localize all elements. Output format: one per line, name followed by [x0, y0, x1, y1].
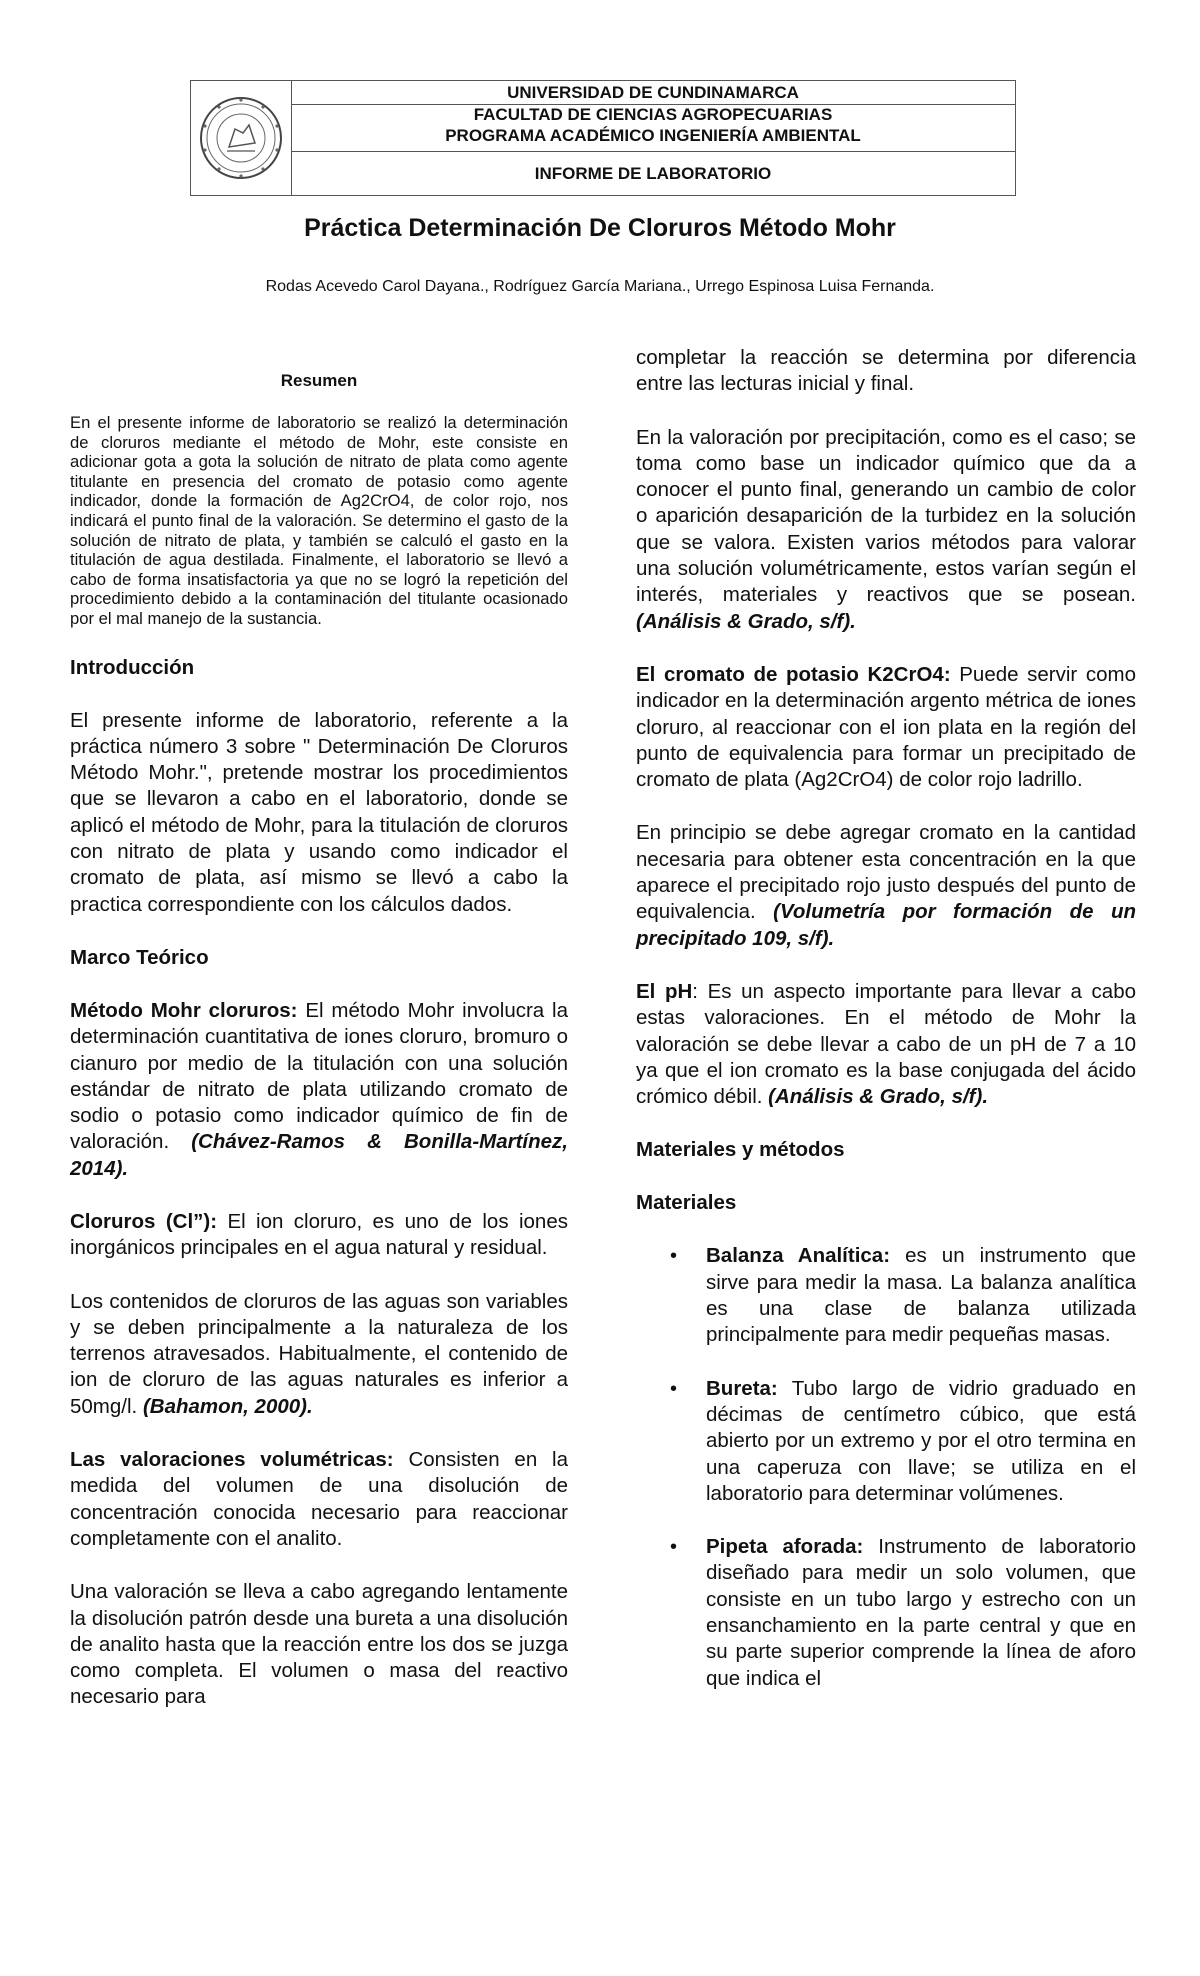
seal-icon: [191, 81, 291, 195]
una-valoracion-paragraph: Una valoración se lleva a cabo agregando lentamente la disolución patrón desde una bureta a una disolución de analito hasta que la reacción entre los dos se juzga como completa. El volumen o masa del reactivo necesario para: [70, 1580, 568, 1709]
faculty-name: FACULTAD DE CIENCIAS AGROPECUARIAS: [291, 104, 1015, 125]
cloruros-text: El ion cloruro, es uno de los iones inorgánicos principales en el agua natural y residual.: [70, 1209, 568, 1260]
cromato-term: El cromato de potasio K2CrO4:: [636, 662, 951, 686]
precipitacion-text: En la valoración por precipitación, como es el caso; se toma como base un indicador químico que da a conocer el punto final, generando un cambio de color o aparición desaparición de la turbidez en la solución que se valora. Existen varios métodos para valorar una solución volumétricamente, estos varían según el interés, materiales y reactivos que se posean.: [636, 425, 1136, 607]
ph-text: : Es un aspecto importante para llevar a cabo estas valoraciones. En el método de Mohr la valoración se debe llevar a cabo de un pH de 7 a 10 ya que el ion cromato es la base conjugada del ácido crómico débil.: [636, 979, 1136, 1109]
program-name: PROGRAMA ACADÉMICO INGENIERÍA AMBIENTAL: [445, 126, 861, 145]
valoraciones-text: Consisten en la medida del volumen de una disolución de concentración conocida necesario para reaccionar completamente con el analito.: [70, 1448, 568, 1550]
cromato-paragraph: [636, 662, 1136, 793]
material-term: Balanza Analítica:: [706, 1244, 891, 1268]
contenidos-citation: (Bahamon, 2000).: [142, 1394, 313, 1418]
bullet-icon: •: [670, 1536, 678, 1559]
contenidos-paragraph: [70, 1289, 568, 1420]
bullet-icon: •: [670, 1377, 678, 1400]
authors: Rodas Acevedo Carol Dayana., Rodríguez García Mariana., Urrego Espinosa Luisa Fernanda.: [265, 278, 935, 295]
bullet-icon: •: [670, 1245, 678, 1268]
report-type: INFORME DE LABORATORIO: [291, 151, 1015, 196]
mohr-citation: (Chávez-Ramos & Bonilla-Martínez, 2014).: [70, 1130, 569, 1180]
contenidos-text: Los contenidos de cloruros de las aguas son variables y se deben principalmente a la naturaleza de los terrenos atravesados. Habitualmente, el contenido de ion de cloruro de las aguas naturales es inferior a 50mg/l.: [70, 1289, 568, 1418]
cromato-text: Puede servir como indicador en la determinación argento métrica de iones cloruro, al reaccionar con el ion plata en la región del punto de equivalencia para formar un precipitado de cromato de plata (Ag2CrO4) de color rojo ladrillo.: [636, 662, 1136, 792]
mohr-text: El método Mohr involucra la determinación cuantitativa de iones cloruro, bromuro o cianuro por medio de la titulación con una solución estándar de nitrato de plata utilizando cromato de sodio o potasio como indicador químico de fin de valoración.: [70, 998, 568, 1154]
cloruros-term: Cloruros (Cl”):: [70, 1209, 218, 1233]
completar-paragraph: completar la reacción se determina por diferencia entre las lecturas inicial y final.: [636, 346, 1136, 396]
valoraciones-term: Las valoraciones volumétricas:: [70, 1448, 394, 1472]
principio-text: En principio se debe agregar cromato en la cantidad necesaria para obtener esta concentración en la que aparece el precipitado rojo justo después del punto de equivalencia.: [636, 821, 1136, 924]
ph-term: El pH: [636, 979, 693, 1003]
valoraciones-paragraph: [70, 1447, 568, 1552]
material-text: Tubo largo de vidrio graduado en décimas de centímetro cúbico, que está abierto por un extremo y por el otro termina en una caperuza con llave; se utiliza en el laboratorio para determinar volúmenes.: [706, 1376, 1136, 1505]
intro-text: El presente informe de laboratorio, referente a la práctica número 3 sobre " Determinación De Cloruros Método Mohr.", pretende mostrar los procedimientos que se llevaron a cabo en el laboratorio, donde se aplicó el método de Mohr, para la titulación de cloruros con nitrato de plata y usando como indicador el cromato de plata, así mismo se llevó a cabo la practica correspondiente con los cálculos dados.: [70, 708, 568, 916]
list-item: [636, 1243, 1136, 1348]
material-text: es un instrumento que sirve para medir la masa. La balanza analítica es una clase de balanza utilizada principalmente para medir pequeñas masas.: [706, 1244, 1137, 1347]
document-title: Práctica Determinación De Cloruros Método Mohr: [304, 214, 896, 242]
principio-citation: (Volumetría por formación de un precipitado 109, s/f).: [636, 900, 1136, 950]
right-column: [636, 345, 1136, 1719]
abstract-text: En el presente informe de laboratorio se realizó la determinación de cloruros mediante el método de Mohr, este consiste en adicionar gota a gota la solución de nitrato de plata como agente titulante en presencia del cromato de potasio como agente indicador, donde la formación de Ag2CrO4, de color rojo, nos indicará el punto final de la valoración. Se determino el gasto de la solución de nitrato de plata, y también se calculó el gasto en la titulación de agua destilada. Finalmente, el laboratorio se llevó a cabo de forma insatisfactoria ya que no se logró la repetición del procedimiento debido a la contaminación del titulante ocasionado por el mal manejo de la sustancia.: [70, 413, 568, 628]
marco-heading: Marco Teórico: [70, 945, 209, 969]
material-term: Pipeta aforada:: [706, 1535, 864, 1559]
precipitacion-paragraph: [636, 425, 1136, 635]
mohr-term: Método Mohr cloruros:: [70, 998, 298, 1022]
left-column: [70, 345, 568, 1711]
list-item: [636, 1534, 1136, 1692]
principio-paragraph: [636, 820, 1136, 951]
material-term: Bureta:: [706, 1376, 778, 1400]
intro-heading: Introducción: [70, 655, 195, 679]
abstract-heading: Resumen: [280, 371, 358, 390]
materiales-heading: Materiales: [636, 1191, 737, 1215]
materials-list: [636, 1243, 1136, 1691]
precipitacion-citation: (Análisis & Grado, s/f).: [636, 609, 856, 633]
cloruros-paragraph: [70, 1209, 568, 1262]
institution-header: [190, 80, 1016, 196]
mohr-paragraph: [70, 998, 568, 1182]
university-seal: [191, 81, 292, 195]
list-item: [636, 1376, 1136, 1507]
ph-paragraph: [636, 979, 1136, 1110]
university-name: UNIVERSIDAD DE CUNDINAMARCA: [507, 83, 799, 102]
ph-citation: (Análisis & Grado, s/f).: [768, 1085, 989, 1109]
materiales-metodos-heading: Materiales y métodos: [636, 1138, 845, 1162]
material-text: Instrumento de laboratorio diseñado para medir un solo volumen, que consiste en un tubo largo y estrecho con un ensanchamiento en la parte central y que en su parte superior comprende la línea de aforo que indica el: [706, 1535, 1136, 1690]
